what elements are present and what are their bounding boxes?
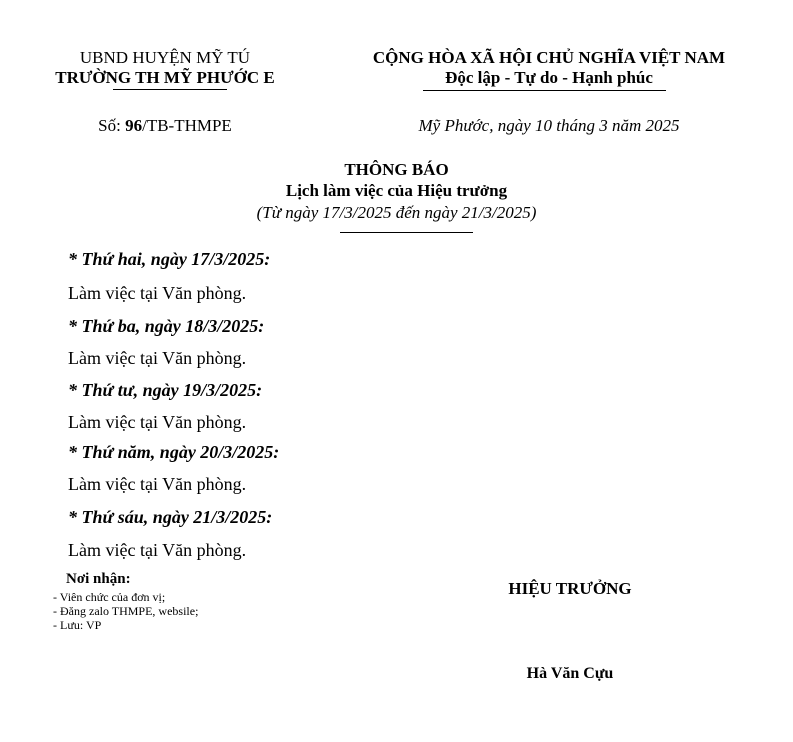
recipient-item: - Viên chức của đơn vị; (53, 590, 166, 604)
schedule-day-heading: * Thứ hai, ngày 17/3/2025: (68, 249, 271, 269)
document-subtitle: Lịch làm việc của Hiệu trưởng (285, 181, 508, 200)
document-date: Mỹ Phước, ngày 10 tháng 3 năm 2025 (418, 116, 680, 135)
signer-name: Hà Văn Cựu (526, 665, 614, 682)
document-number-value: 96 (125, 116, 143, 135)
recipients-title: Nơi nhận: (66, 571, 131, 587)
schedule-day-heading: * Thứ năm, ngày 20/3/2025: (68, 442, 280, 462)
title-underline (340, 232, 473, 233)
document-number-suffix: /TB-THMPE (142, 116, 232, 135)
document-title: THÔNG BÁO (344, 160, 449, 179)
schedule-day-detail: Làm việc tại Văn phòng. (68, 474, 247, 494)
recipient-item: - Lưu: VP (53, 618, 102, 632)
document-period: (Từ ngày 17/3/2025 đến ngày 21/3/2025) (256, 203, 537, 222)
schedule-day-detail: Làm việc tại Văn phòng. (68, 283, 247, 303)
org-school-name: TRƯỜNG TH MỸ PHƯỚC E (55, 68, 275, 87)
national-title: CỘNG HÒA XÃ HỘI CHỦ NGHĨA VIỆT NAM (372, 48, 726, 67)
schedule-day-detail: Làm việc tại Văn phòng. (68, 348, 247, 368)
schedule-day-heading: * Thứ tư, ngày 19/3/2025: (68, 380, 263, 400)
document-number-prefix: Số: (98, 116, 126, 135)
motto-underline (423, 90, 666, 91)
schedule-day-detail: Làm việc tại Văn phòng. (68, 540, 247, 560)
schedule-day-detail: Làm việc tại Văn phòng. (68, 412, 247, 432)
schedule-day-heading: * Thứ sáu, ngày 21/3/2025: (68, 507, 273, 527)
org-parent-name: UBND HUYỆN MỸ TÚ (79, 48, 251, 67)
org-underline (113, 89, 227, 90)
schedule-day-heading: * Thứ ba, ngày 18/3/2025: (68, 316, 265, 336)
recipient-item: - Đăng zalo THMPE, websile; (53, 604, 199, 618)
document-number (0, 116, 330, 136)
national-motto: Độc lập - Tự do - Hạnh phúc (445, 68, 653, 87)
signer-title: HIỆU TRƯỞNG (508, 579, 632, 598)
